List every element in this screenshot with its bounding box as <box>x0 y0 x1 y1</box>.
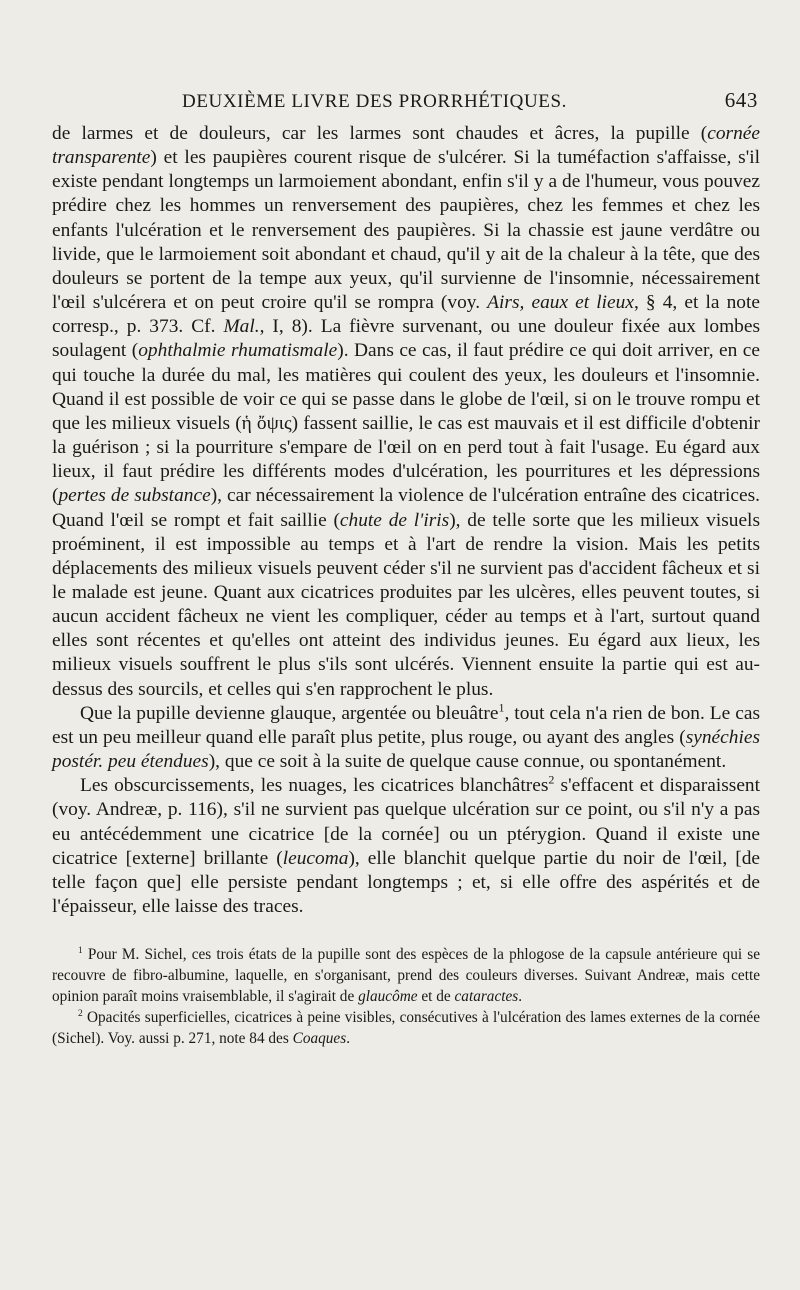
text-run: Les obscurcissements, les nuages, les cicatrices blanchâtres <box>80 775 549 797</box>
page-number: 643 <box>724 88 758 112</box>
footnote <box>52 1007 760 1049</box>
text-run: Pour M. Sichel, ces trois états de la pupille sont des espèces de la phlogose de la capsule antérieure qui se recouvre de fibro-albumine, laquelle, en s'organisant, prend des couleurs diverses. Suivant Andreæ, mais cette opinion paraît moins vraisemblable, il s'agirait de <box>52 946 760 1006</box>
italic-term: leucoma <box>282 847 349 869</box>
running-head <box>52 88 760 122</box>
italic-term: synéchies postér. peu étendues <box>52 726 760 773</box>
text-run: ), que ce soit à la suite de quelque cause connue, ou spontanément. <box>208 751 727 773</box>
footnote-marker: 2 <box>78 1009 83 1020</box>
text-run: , tout cela n'a rien de bon. Le cas est un peu meilleur quand elle paraît plus petite, plus rouge, ou ayant des angles ( <box>52 702 760 748</box>
text-run: . <box>346 1030 351 1048</box>
paragraph <box>52 702 760 774</box>
text-run: s'effacent et disparaissent (voy. Andreæ, p. 116), s'il ne survient pas quelque ulcération sur ce point, ou s'il n'y a pas eu antécédemment une cicatrice [de la cornée] ou un ptérygion. Quand il existe une cicatrice [externe] brillante ( <box>52 775 761 869</box>
main-text <box>52 122 760 919</box>
italic-term: Airs, eaux et lieux <box>487 292 634 314</box>
footnote-marker: 1 <box>498 700 505 715</box>
text-run: . <box>518 988 523 1006</box>
paragraph <box>52 122 760 702</box>
italic-term: Coaques <box>292 1030 347 1048</box>
text-run: Opacités superficielles, cicatrices à peine visibles, consécutives à l'ulcération des lames externes de la cornée (Sichel). Voy. aussi p. 271, note 84 des <box>52 1009 760 1048</box>
footnote-marker: 1 <box>78 946 83 957</box>
text-run: et de <box>417 988 455 1006</box>
running-title: DEUXIÈME LIVRE DES PRORRHÉTIQUES. <box>182 91 568 112</box>
text-run: de larmes et de douleurs, car les larmes sont chaudes et âcres, la pupille ( <box>52 123 708 144</box>
text-run: ). Dans ce cas, il faut prédire ce qui doit arriver, en ce qui touche la durée du mal, les matières qui coulent des yeux, les douleurs et l'insomnie. Quand il est possible de voir ce qui se passe dans le globe de l'œil, si on le trouve rompu et que les milieux visuels (ἡ ὄψις) fassent saillie, le cas est mauvais et il est difficile d'obtenir la guérison ; si la pourriture s'empare de l'œil on en perd tout à fait l'usage. Eu égard aux lieux, il faut prédire les différents modes d'ulcération, les pourritures et les dépressions ( <box>52 340 760 507</box>
text-run: ), de telle sorte que les milieux visuels proéminent, il est impossible au temps et à l'art de rendre la vision. Mais les petits déplacements des milieux visuels peuvent céder s'il ne survient pas d'accident fâcheux et si le malade est jeune. Quant aux cicatrices produites par les ulcères, elles peuvent toutes, si aucun accident fâcheux ne vient les compliquer, céder au temps et à l'art, surtout quand elles sont récentes et qu'elles ont atteint des individus jeunes. Eu égard aux lieux, les milieux visuels souffrent le plus s'ils sont ulcérés. Viennent ensuite la partie qui est au-dessus des sourcils, et celles qui s'en rapprochent le plus. <box>52 509 760 700</box>
italic-term: cornée transparente <box>52 123 760 169</box>
text-run: ), elle blanchit quelque partie du noir de l'œil, [de telle façon que] elle persiste pendant longtemps ; et, si elle offre des aspérités et de l'épaisseur, elle laisse des traces. <box>52 847 760 917</box>
paragraph <box>52 774 760 919</box>
italic-term: Mal. <box>223 316 260 338</box>
italic-term: cataractes <box>454 988 519 1006</box>
footnote-marker: 2 <box>548 772 555 787</box>
text-run: ), car nécessairement la violence de l'ulcération entraîne des cicatrices. Quand l'œil se rompt et fait saillie ( <box>52 485 761 531</box>
footnote <box>52 944 760 1007</box>
footnotes <box>52 944 760 1049</box>
italic-term: chute de l'iris <box>339 509 450 531</box>
italic-term: ophthalmie rhumatismale <box>138 340 338 362</box>
text-run: Que la pupille devienne glauque, argentée ou bleuâtre <box>80 702 499 724</box>
italic-term: pertes de substance <box>58 485 211 507</box>
text-run: , I, 8). La fièvre survenant, ou une douleur fixée aux lombes soulagent ( <box>52 316 760 362</box>
text-run: , § 4, et la note corresp., p. 373. Cf. <box>52 292 760 338</box>
text-run: ) et les paupières courent risque de s'ulcérer. Si la tuméfaction s'affaisse, s'il existe pendant longtemps un larmoiement abondant, enfin s'il y a de l'humeur, vous pouvez prédire chez les hommes un renversement des paupières, chez les femmes et chez les enfants l'ulcération et le renversement des paupières. Si la chassie est jaune verdâtre ou livide, que le larmoiement soit abondant et chaud, qu'il y ait de la chaleur à la tête, que des douleurs se portent de la tempe aux yeux, qu'il survienne de l'insomnie, nécessairement l'œil s'ulcérera et on peut croire qu'il se rompra (voy. <box>52 147 760 314</box>
italic-term: glaucôme <box>358 988 418 1006</box>
